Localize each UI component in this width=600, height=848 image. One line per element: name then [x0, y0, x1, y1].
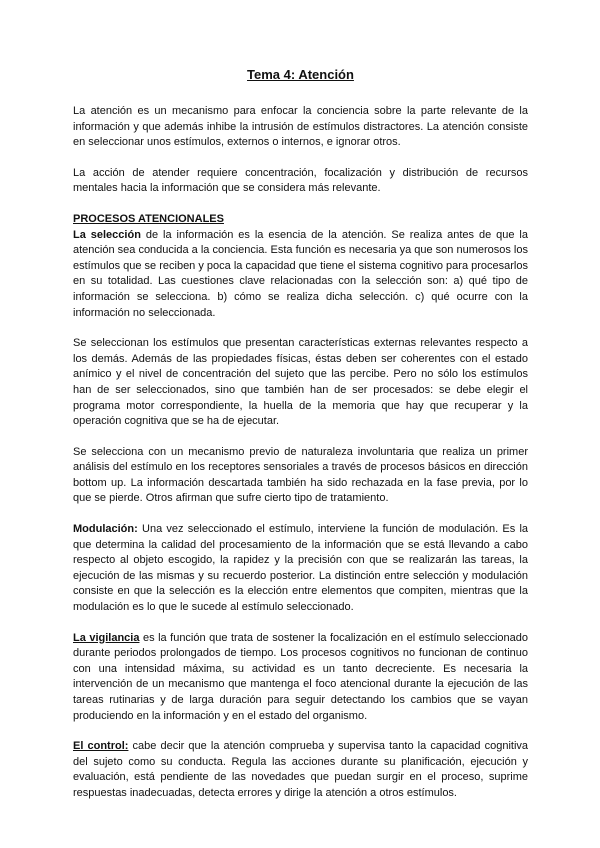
section-heading: PROCESOS ATENCIONALES	[73, 212, 224, 225]
seleccion-text: de la información es la esencia de la atención. Se realiza antes de que la atención sea conducida a la conciencia. Esta función es necesaria ya que son numerosos los estímulos que se reciben y poca la capacidad que tiene el sistema cognitivo para procesarlos en su totalidad. Las cuestiones clave relacionadas con la selección son: a) qué tipo de información se selecciona. b) cómo se realiza dicha selección. c) qué ocurre con la información no seleccionada.	[73, 228, 528, 319]
intro-paragraph-2: La acción de atender requiere concentración, focalización y distribución de recursos mentales hacia la información que se considera más relevante.	[73, 166, 528, 195]
vigilancia-paragraph	[73, 631, 528, 725]
modulacion-term: Modulación:	[73, 523, 138, 536]
modulacion-paragraph	[73, 522, 528, 616]
control-term: El control:	[73, 740, 129, 753]
document-page	[73, 66, 528, 817]
intro-paragraph-1: La atención es un mecanismo para enfocar la conciencia sobre la parte relevante de la información y que además inhibe la intrusión de estímulos distractores. La atención consiste en seleccionar unos estímulos, externos o internos, e ignorar otros.	[73, 105, 528, 149]
document-title: Tema 4: Atención	[247, 67, 354, 82]
seleccion-paragraph-2: Se seleccionan los estímulos que presentan características externas relevantes respecto a los demás. Además de las propiedades físicas, éstas deben ser coherentes con el estado anímico y el nivel de concentración del sujeto que las percibe. Pero no sólo los estímulos han de ser seleccionados, sino que también han de ser procesados: se debe elegir el programa motor correspondiente, la huella de la memoria que hay que recuperar y la operación cognitiva que se ha de ejecutar.	[73, 337, 528, 428]
vigilancia-term: La vigilancia	[73, 631, 140, 644]
control-text: cabe decir que la atención comprueba y supervisa tanto la capacidad cognitiva del sujeto como su conducta. Regula las acciones durante su planificación, ejecución y evaluación, está pendiente de las novedades que puedan surgir en el proceso, suprime respuestas inadecuadas, detecta errores y dirige la atención a otros estímulos.	[73, 740, 529, 799]
vigilancia-text: es la función que trata de sostener la focalización en el estímulo seleccionado durante periodos prolongados de tiempo. Los procesos cognitivos no funcionan de continuo con una intensidad máxima, su actividad es un tanto decreciente. Es necesaria la intervención de un mecanismo que mantenga el foco atencional durante la ejecución de las tareas rutinarias y de larga duración para seguir detectando los cambios que se vayan produciendo en la información y en el estado del organismo.	[73, 631, 528, 722]
modulacion-text: Una vez seleccionado el estímulo, interviene la función de modulación. Es la que determina la calidad del procesamiento de la información que se está llevando a cabo respecto al objeto escogido, la rapidez y la precisión con que se realizarán las tareas, la ejecución de las mismas y su recuerdo posterior. La distinción entre selección y modulación consiste en que la selección es la elección entre elementos que compiten, mientras que la modulación es lo que le sucede al estímulo seleccionado.	[73, 523, 528, 614]
seleccion-term: La selección	[73, 228, 141, 241]
control-paragraph	[73, 739, 528, 801]
seleccion-paragraph	[73, 228, 528, 322]
seleccion-paragraph-3: Se selecciona con un mecanismo previo de naturaleza involuntaria que realiza un primer análisis del estímulo en los receptores sensoriales a través de procesos básicos en dirección bottom up. La información descartada también ha sido rechazada en la fase previa, por lo que se pierde. Otros afirman que sufre cierto tipo de tratamiento.	[73, 445, 528, 505]
